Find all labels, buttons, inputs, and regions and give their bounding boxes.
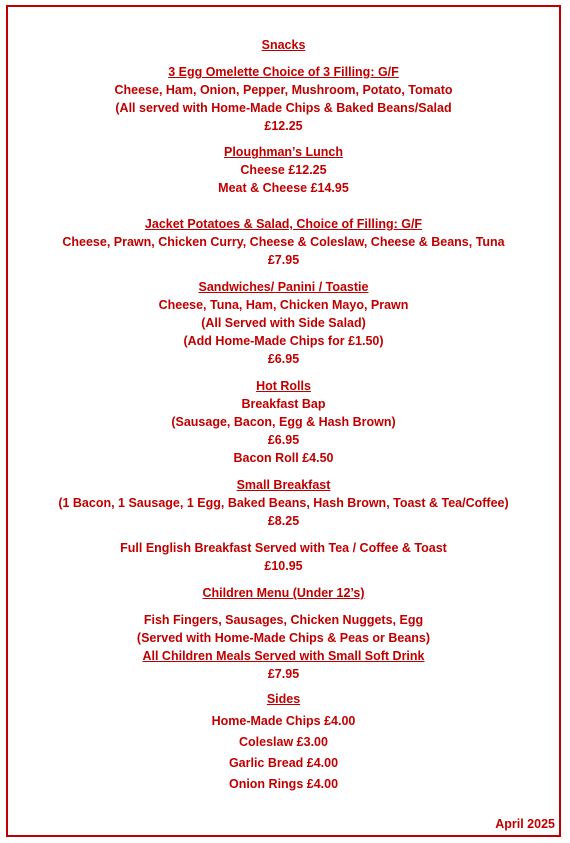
footer-date: April 2025 [495, 817, 555, 831]
children-served: (Served with Home-Made Chips & Peas or Beans) [136, 631, 431, 645]
sandwiches-price: £6.95 [267, 352, 300, 366]
jacket-fillings: Cheese, Prawn, Chicken Curry, Cheese & Coleslaw, Cheese & Beans, Tuna [62, 235, 505, 249]
ploughmans-title: Ploughman’s Lunch [224, 145, 343, 159]
sandwiches-addon: (Add Home-Made Chips for £1.50) [183, 334, 384, 348]
bacon-roll: Bacon Roll £4.50 [233, 451, 334, 465]
breakfast-bap: Breakfast Bap [241, 397, 326, 411]
side-item: Coleslaw £3.00 [239, 735, 328, 749]
children-drink: All Children Meals Served with Small Soft Drink [142, 649, 425, 663]
small-breakfast-contents: (1 Bacon, 1 Sausage, 1 Egg, Baked Beans, Hash Brown, Toast & Tea/Coffee) [58, 496, 509, 510]
full-english-title: Full English Breakfast Served with Tea / Coffee & Toast [120, 541, 447, 555]
sandwiches-fillings: Cheese, Tuna, Ham, Chicken Mayo, Prawn [158, 298, 409, 312]
jacket-title: Jacket Potatoes & Salad, Choice of Filling: G/F [144, 217, 423, 231]
ploughmans-meat-cheese: Meat & Cheese £14.95 [218, 181, 349, 195]
jacket-price: £7.95 [267, 253, 300, 267]
small-breakfast-title: Small Breakfast [236, 478, 331, 492]
bap-contents: (Sausage, Bacon, Egg & Hash Brown) [171, 415, 396, 429]
snacks-heading: Snacks [261, 38, 306, 52]
side-item: Garlic Bread £4.00 [228, 756, 339, 770]
side-item: Onion Rings £4.00 [228, 777, 339, 791]
sandwiches-served: (All Served with Side Salad) [201, 316, 366, 330]
sides-title: Sides [266, 692, 301, 706]
omelette-fillings: Cheese, Ham, Onion, Pepper, Mushroom, Potato, Tomato [114, 83, 453, 97]
menu-page [6, 5, 561, 837]
ploughmans-cheese: Cheese £12.25 [240, 163, 327, 177]
sandwiches-title: Sandwiches/ Panini / Toastie [198, 280, 369, 294]
children-items: Fish Fingers, Sausages, Chicken Nuggets, Egg [143, 613, 424, 627]
children-price: £7.95 [267, 667, 300, 681]
bap-price: £6.95 [267, 433, 300, 447]
full-english-price: £10.95 [264, 559, 303, 573]
children-title: Children Menu (Under 12’s) [202, 586, 365, 600]
side-item: Home-Made Chips £4.00 [211, 714, 356, 728]
small-breakfast-price: £8.25 [267, 514, 300, 528]
omelette-price: £12.25 [264, 119, 303, 133]
omelette-title: 3 Egg Omelette Choice of 3 Filling: G/F [168, 65, 399, 79]
hot-rolls-title: Hot Rolls [256, 379, 311, 393]
omelette-served: (All served with Home-Made Chips & Baked Beans/Salad [115, 101, 452, 115]
